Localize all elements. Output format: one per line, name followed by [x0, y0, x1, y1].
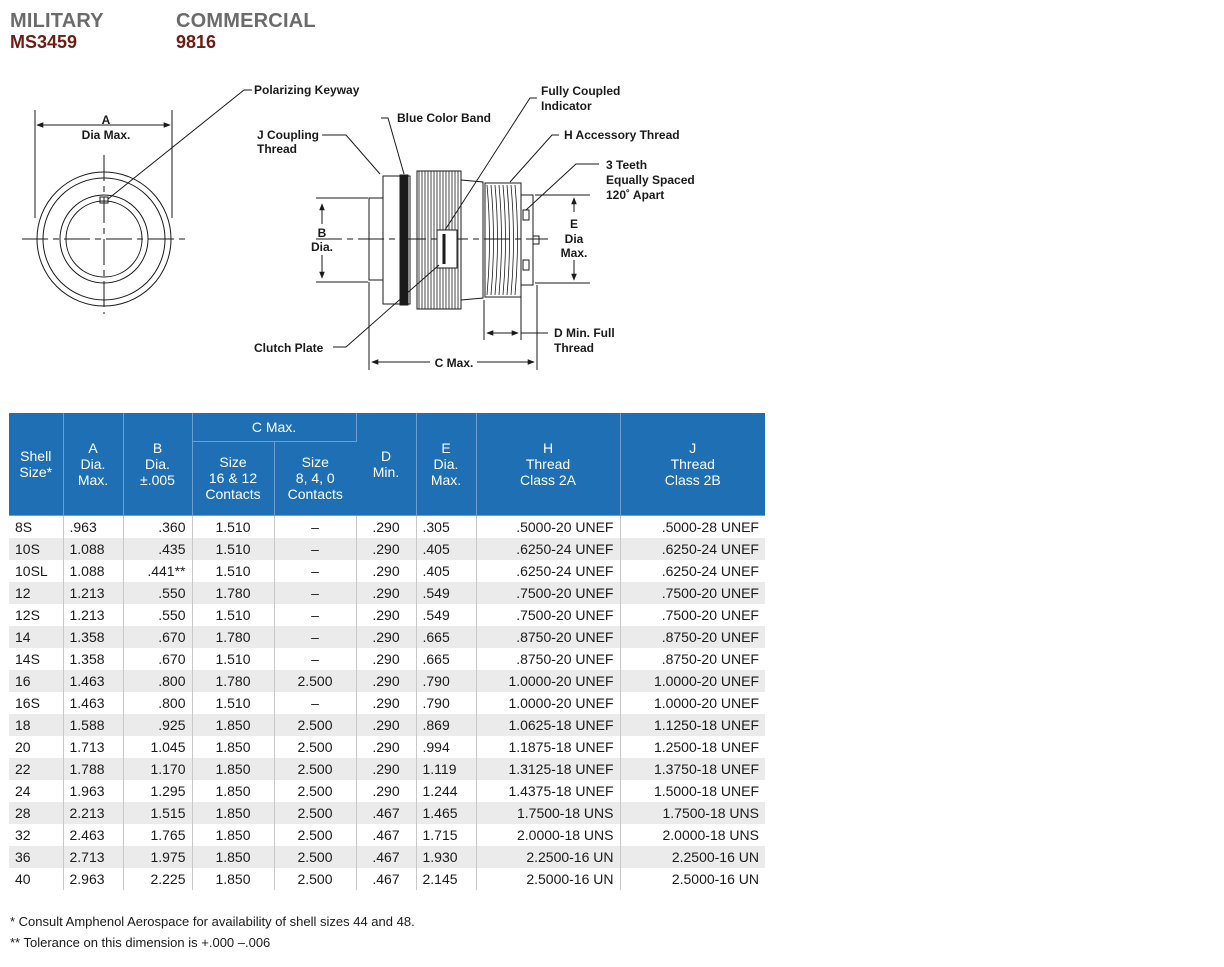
cell-c-max-16-12: 1.510	[192, 560, 274, 582]
j-coupling-label-2: Thread	[257, 142, 298, 156]
cell-dia-b: 1.515	[123, 802, 192, 824]
footnote-1: * Consult Amphenol Aerospace for availability of shell sizes 44 and 48.	[10, 914, 415, 929]
cell-c-max-8-4-0: –	[274, 582, 356, 604]
dim-a-label: A	[101, 113, 111, 127]
cell-dia-b: 1.170	[123, 758, 192, 780]
cell-h-thread: .5000-20 UNEF	[476, 515, 620, 538]
cell-shell-size: 24	[9, 780, 63, 802]
table-row	[9, 824, 765, 846]
cell-dia-e: 1.930	[416, 846, 476, 868]
table-row	[9, 670, 765, 692]
cell-shell-size: 16S	[9, 692, 63, 714]
commercial-block	[176, 10, 316, 52]
cell-dia-e: 2.145	[416, 868, 476, 890]
cell-j-thread: 2.5000-16 UN	[620, 868, 765, 890]
cell-c-max-16-12: 1.510	[192, 604, 274, 626]
cell-h-thread: 2.5000-16 UN	[476, 868, 620, 890]
cell-h-thread: .8750-20 UNEF	[476, 648, 620, 670]
cell-dia-e: 1.119	[416, 758, 476, 780]
cell-shell-size: 10S	[9, 538, 63, 560]
cell-j-thread: .7500-20 UNEF	[620, 604, 765, 626]
cell-dia-a: 1.213	[63, 582, 123, 604]
cell-shell-size: 40	[9, 868, 63, 890]
cell-dia-b: .550	[123, 582, 192, 604]
col-header-d: D Min.	[356, 413, 416, 515]
military-block	[10, 10, 104, 52]
col-header-shell: Shell Size*	[9, 413, 63, 515]
cell-dia-a: 2.713	[63, 846, 123, 868]
cell-j-thread: 1.1250-18 UNEF	[620, 714, 765, 736]
cell-dia-e: .869	[416, 714, 476, 736]
dim-e-sub2: Max.	[560, 246, 588, 260]
cell-c-max-8-4-0: –	[274, 515, 356, 538]
cell-dia-b: 1.765	[123, 824, 192, 846]
cell-dia-e: .994	[416, 736, 476, 758]
table-row	[9, 780, 765, 802]
cell-dia-b: .670	[123, 648, 192, 670]
cell-j-thread: 2.0000-18 UNS	[620, 824, 765, 846]
cell-c-max-16-12: 1.850	[192, 824, 274, 846]
cell-dia-b: .360	[123, 515, 192, 538]
cell-j-thread: 1.2500-18 UNEF	[620, 736, 765, 758]
cell-h-thread: 2.2500-16 UN	[476, 846, 620, 868]
cell-dia-b: .800	[123, 692, 192, 714]
cell-c-max-8-4-0: –	[274, 538, 356, 560]
teeth-label-1: 3 Teeth	[606, 158, 648, 172]
cell-dia-a: 1.463	[63, 692, 123, 714]
cell-dia-e: .790	[416, 692, 476, 714]
military-label: MILITARY	[10, 10, 104, 32]
cell-dia-b: .925	[123, 714, 192, 736]
cell-j-thread: 2.2500-16 UN	[620, 846, 765, 868]
cell-dia-a: 1.088	[63, 538, 123, 560]
cell-d-min: .290	[356, 780, 416, 802]
cell-dia-a: 1.088	[63, 560, 123, 582]
cell-dia-a: 1.213	[63, 604, 123, 626]
cell-d-min: .467	[356, 824, 416, 846]
cell-shell-size: 12	[9, 582, 63, 604]
cell-shell-size: 8S	[9, 515, 63, 538]
cell-dia-a: 2.463	[63, 824, 123, 846]
cell-d-min: .290	[356, 714, 416, 736]
cell-c-max-16-12: 1.850	[192, 736, 274, 758]
cell-c-max-8-4-0: –	[274, 604, 356, 626]
cell-d-min: .290	[356, 538, 416, 560]
cell-c-max-16-12: 1.780	[192, 582, 274, 604]
cell-j-thread: .6250-24 UNEF	[620, 538, 765, 560]
end-view	[22, 90, 252, 314]
cell-h-thread: .7500-20 UNEF	[476, 604, 620, 626]
cell-h-thread: .7500-20 UNEF	[476, 582, 620, 604]
cell-shell-size: 14S	[9, 648, 63, 670]
table-row	[9, 538, 765, 560]
cell-dia-a: .963	[63, 515, 123, 538]
cell-d-min: .290	[356, 758, 416, 780]
cell-c-max-8-4-0: 2.500	[274, 846, 356, 868]
cell-c-max-8-4-0: –	[274, 626, 356, 648]
cell-dia-e: .549	[416, 604, 476, 626]
cell-c-max-8-4-0: 2.500	[274, 714, 356, 736]
cell-shell-size: 20	[9, 736, 63, 758]
table-row	[9, 802, 765, 824]
cell-h-thread: 1.0625-18 UNEF	[476, 714, 620, 736]
dim-a-sub: Dia Max.	[81, 128, 131, 142]
table-row	[9, 582, 765, 604]
cell-dia-e: 1.465	[416, 802, 476, 824]
table-row	[9, 626, 765, 648]
cell-j-thread: 1.5000-18 UNEF	[620, 780, 765, 802]
cell-dia-b: 1.975	[123, 846, 192, 868]
cell-h-thread: 1.0000-20 UNEF	[476, 670, 620, 692]
cell-dia-b: .800	[123, 670, 192, 692]
dim-e-label: E	[569, 217, 579, 231]
cell-c-max-8-4-0: 2.500	[274, 670, 356, 692]
cell-dia-b: .435	[123, 538, 192, 560]
col-header-j: J Thread Class 2B	[620, 413, 765, 515]
cell-shell-size: 32	[9, 824, 63, 846]
cell-dia-e: .549	[416, 582, 476, 604]
cell-d-min: .290	[356, 626, 416, 648]
cell-dia-a: 1.463	[63, 670, 123, 692]
col-header-e: E Dia. Max.	[416, 413, 476, 515]
connector-drawing	[0, 70, 720, 380]
military-code: MS3459	[10, 32, 78, 52]
cell-c-max-8-4-0: 2.500	[274, 736, 356, 758]
cell-h-thread: 2.0000-18 UNS	[476, 824, 620, 846]
table-row	[9, 868, 765, 890]
table-row	[9, 604, 765, 626]
cell-dia-a: 1.788	[63, 758, 123, 780]
cell-j-thread: .7500-20 UNEF	[620, 582, 765, 604]
cell-c-max-16-12: 1.510	[192, 538, 274, 560]
cell-shell-size: 28	[9, 802, 63, 824]
cell-shell-size: 10SL	[9, 560, 63, 582]
cell-d-min: .290	[356, 515, 416, 538]
cell-c-max-16-12: 1.850	[192, 802, 274, 824]
cell-dia-a: 1.588	[63, 714, 123, 736]
cell-j-thread: .6250-24 UNEF	[620, 560, 765, 582]
cell-d-min: .467	[356, 868, 416, 890]
cell-c-max-16-12: 1.510	[192, 648, 274, 670]
fully-coupled-label-2: Indicator	[541, 99, 592, 113]
cell-c-max-16-12: 1.780	[192, 670, 274, 692]
dim-c-label: C Max.	[434, 356, 474, 370]
footnotes	[10, 911, 415, 953]
cell-c-max-16-12: 1.780	[192, 626, 274, 648]
table-body	[9, 515, 765, 890]
cell-shell-size: 18	[9, 714, 63, 736]
clutch-plate-label: Clutch Plate	[254, 341, 324, 355]
table-row	[9, 692, 765, 714]
cell-j-thread: 1.7500-18 UNS	[620, 802, 765, 824]
cell-dia-e: .665	[416, 648, 476, 670]
teeth-label-2: Equally Spaced	[606, 173, 695, 187]
cell-shell-size: 12S	[9, 604, 63, 626]
dimensions-table	[9, 413, 765, 890]
cell-c-max-16-12: 1.510	[192, 515, 274, 538]
cell-h-thread: 1.1875-18 UNEF	[476, 736, 620, 758]
col-header-b: B Dia. ±.005	[123, 413, 192, 515]
table-row	[9, 736, 765, 758]
fully-coupled-label-1: Fully Coupled	[541, 84, 621, 98]
cell-j-thread: .8750-20 UNEF	[620, 626, 765, 648]
col-header-a: A Dia. Max.	[63, 413, 123, 515]
cell-dia-a: 2.963	[63, 868, 123, 890]
table-row	[9, 846, 765, 868]
teeth-label-3: 120˚ Apart	[606, 188, 665, 202]
cell-c-max-8-4-0: 2.500	[274, 824, 356, 846]
cell-shell-size: 36	[9, 846, 63, 868]
cell-c-max-8-4-0: –	[274, 692, 356, 714]
dim-b-label: B	[317, 226, 327, 240]
table-row	[9, 560, 765, 582]
cell-c-max-8-4-0: 2.500	[274, 802, 356, 824]
cell-d-min: .290	[356, 604, 416, 626]
cell-h-thread: .6250-24 UNEF	[476, 560, 620, 582]
cell-dia-a: 1.963	[63, 780, 123, 802]
cell-j-thread: 1.0000-20 UNEF	[620, 670, 765, 692]
cell-d-min: .290	[356, 560, 416, 582]
cell-d-min: .290	[356, 648, 416, 670]
col-header-c-group: C Max.	[192, 413, 356, 441]
cell-shell-size: 16	[9, 670, 63, 692]
cell-d-min: .290	[356, 670, 416, 692]
col-header-c1: Size 16 & 12 Contacts	[192, 441, 274, 515]
cell-j-thread: 1.0000-20 UNEF	[620, 692, 765, 714]
cell-d-min: .290	[356, 582, 416, 604]
cell-d-min: .467	[356, 846, 416, 868]
polarizing-keyway-label: Polarizing Keyway	[254, 83, 360, 97]
table-row	[9, 714, 765, 736]
cell-h-thread: .8750-20 UNEF	[476, 626, 620, 648]
footnote-2: ** Tolerance on this dimension is +.000 –.006	[10, 935, 271, 950]
cell-c-max-8-4-0: 2.500	[274, 780, 356, 802]
cell-c-max-16-12: 1.850	[192, 758, 274, 780]
cell-d-min: .290	[356, 692, 416, 714]
cell-shell-size: 22	[9, 758, 63, 780]
cell-j-thread: .5000-28 UNEF	[620, 515, 765, 538]
cell-dia-e: 1.715	[416, 824, 476, 846]
col-header-h: H Thread Class 2A	[476, 413, 620, 515]
h-accessory-thread-label: H Accessory Thread	[564, 128, 680, 142]
cell-h-thread: 1.4375-18 UNEF	[476, 780, 620, 802]
blue-color-band-label: Blue Color Band	[397, 111, 492, 125]
cell-c-max-16-12: 1.850	[192, 868, 274, 890]
cell-dia-e: 1.244	[416, 780, 476, 802]
cell-c-max-8-4-0: 2.500	[274, 868, 356, 890]
col-header-c2: Size 8, 4, 0 Contacts	[274, 441, 356, 515]
cell-dia-e: .305	[416, 515, 476, 538]
cell-h-thread: 1.0000-20 UNEF	[476, 692, 620, 714]
cell-c-max-8-4-0: –	[274, 560, 356, 582]
d-min-label-2: Thread	[554, 341, 595, 355]
cell-dia-b: .550	[123, 604, 192, 626]
j-coupling-label-1: J Coupling	[257, 128, 319, 142]
cell-dia-e: .405	[416, 538, 476, 560]
cell-c-max-16-12: 1.850	[192, 780, 274, 802]
commercial-label: COMMERCIAL	[176, 10, 316, 32]
dim-b-sub: Dia.	[310, 240, 334, 254]
cell-dia-b: 1.295	[123, 780, 192, 802]
cell-dia-e: .665	[416, 626, 476, 648]
cell-shell-size: 14	[9, 626, 63, 648]
table-row	[9, 648, 765, 670]
table-row	[9, 515, 765, 538]
cell-c-max-16-12: 1.850	[192, 846, 274, 868]
cell-c-max-8-4-0: 2.500	[274, 758, 356, 780]
cell-c-max-8-4-0: –	[274, 648, 356, 670]
cell-h-thread: 1.3125-18 UNEF	[476, 758, 620, 780]
cell-c-max-16-12: 1.850	[192, 714, 274, 736]
cell-dia-e: .405	[416, 560, 476, 582]
commercial-code: 9816	[176, 32, 217, 52]
cell-dia-e: .790	[416, 670, 476, 692]
cell-dia-b: 1.045	[123, 736, 192, 758]
cell-dia-a: 2.213	[63, 802, 123, 824]
cell-h-thread: 1.7500-18 UNS	[476, 802, 620, 824]
cell-dia-a: 1.358	[63, 626, 123, 648]
cell-c-max-16-12: 1.510	[192, 692, 274, 714]
cell-d-min: .290	[356, 736, 416, 758]
cell-dia-a: 1.358	[63, 648, 123, 670]
cell-dia-a: 1.713	[63, 736, 123, 758]
d-min-label-1: D Min. Full	[554, 326, 615, 340]
cell-dia-b: .441**	[123, 560, 192, 582]
cell-dia-b: .670	[123, 626, 192, 648]
dim-e-sub1: Dia	[564, 232, 584, 246]
cell-h-thread: .6250-24 UNEF	[476, 538, 620, 560]
table-row	[9, 758, 765, 780]
cell-j-thread: .8750-20 UNEF	[620, 648, 765, 670]
cell-dia-b: 2.225	[123, 868, 192, 890]
cell-j-thread: 1.3750-18 UNEF	[620, 758, 765, 780]
cell-d-min: .467	[356, 802, 416, 824]
